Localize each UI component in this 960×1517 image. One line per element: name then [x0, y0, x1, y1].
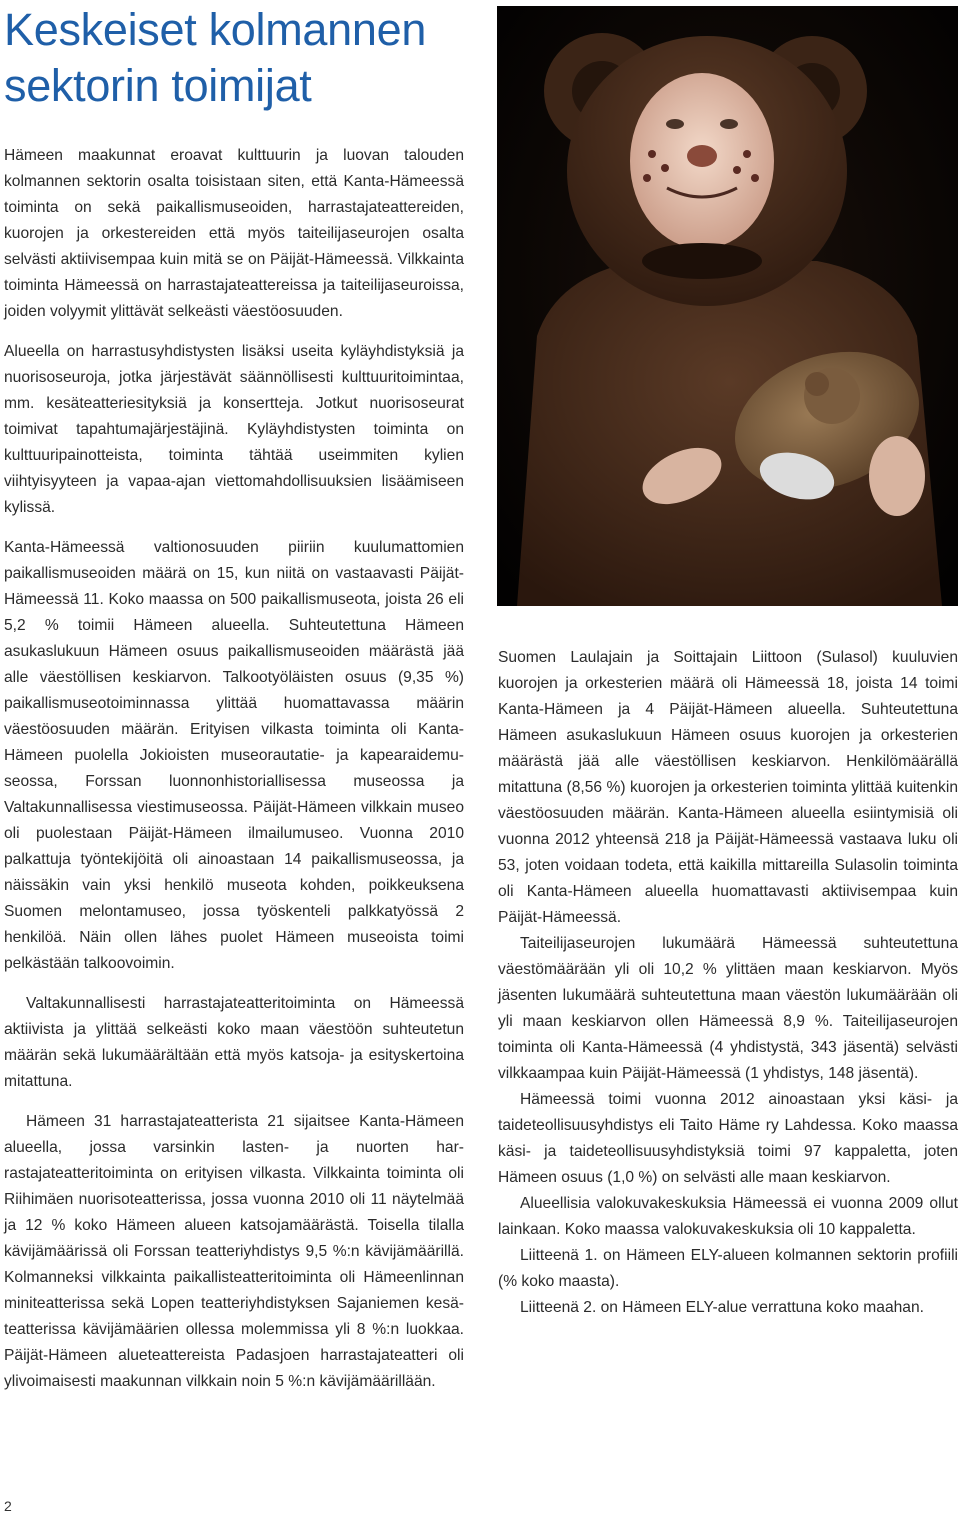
- paragraph: Suomen Laulajain ja Soittajain Liittoon (Sulasol) kuuluvien kuorojen ja orkesterien määrä oli Hämeessä 18, joista 14 toimi Kanta-Hämeen ja 4 Päijät-Hämeen alueella. Suhteutettuna Hämeen asukaslukuun Hämeen osuus kuorojen ja orkesterien määrästä jää alle väestöllisen keskiarvon. Henkilömäärällä mitattuna (8,56 %) kuorojen ja orkesterien toiminta ylittää kuitenkin väestöosuuden määrän. Kanta-Hämeen alueella esiintymisiä oli vuonna 2012 yhteensä 218 ja Päijät-Hämeessä vastaava luku oli 53, joten voidaan todeta, että kaikilla mittareilla Sulasolin toiminta oli Kanta-Hämeen alueella huomattavasti aktiivisempaa kuin Päijät-Hämeessä.: [498, 649, 958, 926]
- paragraph: Kanta-Hämeessä valtionosuuden piiriin kuulumattomien paikallismuseoiden määrä on 15, kun niitä on vastaavasti Päijät-Hämeessä 11. Koko maassa on 500 paikallismuseota, joista 26 eli 5,2 % toimii Hämeen alueella. Suhteutettuna Hämeen asukaslukuun Hämeen osuus paikallismuseoiden määrästä jää alle väestöllisen keskiarvon. Talkootyöläisten osuus (9,35 %) paikallismuseotoiminnassa ylittää huomattavassa määrin väestöosuuden määrän. Erityisen vilkasta toiminta oli Kanta-Hämeen puolella Jokioisten museorautatie- ja kapearaidemuseossa, Forssan luonnonhistoriallisessa museossa ja Valtakunnallisessa viestimuseossa. Päijät-Hämeen vilkkain museo oli puolestaan Päijät-Hämeen ilmailumuseo. Vuonna 2010 palkattuja työntekijöitä oli ainoastaan 14 paikallismuseossa, ja näissäkin vain yksi henkilö museota kohden, poikkeuksena Suomen melontamuseo, jossa työskenteli palkkatyössä 2 henkilöä. Näin ollen lähes puolet Hämeen museoista toimi pelkästään talkoovoimin.: [4, 539, 464, 972]
- paragraph: Alueellisia valokuvakeskuksia Hämeessä ei vuonna 2009 ollut lainkaan. Koko maassa valokuvakeskuksia oli 10 kappaletta.: [498, 1195, 958, 1238]
- paragraph: Hämeessä toimi vuonna 2012 ainoastaan yksi käsi- ja taideteollisuusyhdistys eli Taito Häme ry Lahdessa. Koko maassa käsi- ja taideteollisuusyhdistyksiä toimi 97 kappaletta, joten Hämeen osuus (1,0 %) on selvästi alle maan keskiarvon.: [498, 1091, 958, 1186]
- paragraph: Alueella on harrastusyhdistysten lisäksi useita kyläyhdistyksiä ja nuorisoseuroja, jotka järjestävät säännöllisesti kulttuuritoimintaa, mm. kesäteatteriesityksiä ja konsertteja. Jotkut nuorisoseurat toimivat tapahtumajärjestäjinä. Kyläyhdistysten toiminta on kulttuuripainotteista, toiminta tähtää useimmiten kylien viihtyisyyteen ja vapaa-ajan viettomahdollisuuksien lisäämiseen kylissä.: [4, 343, 464, 516]
- paragraph: Valtakunnallisesti harrastajateatteritoiminta on Hämeessä aktiivista ja ylittää selkeästi koko maan väestöön suhteutetun määrän sekä lukumäärältään että myös katsoja- ja esityskertoina mitattuna.: [4, 995, 464, 1090]
- page-number: 2: [4, 1498, 12, 1514]
- teddy-bear-costume-photo: [497, 6, 958, 606]
- paragraph: Hämeen 31 harrastajateatterista 21 sijaitsee Kanta-Hämeen alueella, jossa varsinkin lasten- ja nuorten harrastajateatteritoiminta on erityisen vilkasta. Vilkkainta toiminta oli Riihimäen nuorisoteatterissa, jossa vuonna 2010 oli 11 näytelmää ja 12 % koko Hämeen alueen katsojamäärästä. Toisella tilalla kävijämäärissä oli Forssan teatteriyhdistys 9,5 %:n kävijämäärillä. Kolmanneksi vilkkainta paikallisteatteritoiminta oli Hämeenlinnan miniteatterissa sekä Lopen teatteriyhdistyksen Sajaniemen kesäteatterissa kävijämäärien ollessa molemmissa yli 8 %:n luokkaa. Päijät-Hämeen alueteattereista Padasjoen harrastajateatteri oli ylivoimaisesti maakunnan vilkkain noin 5 %:n kävijämäärillään.: [4, 1113, 464, 1390]
- page-title-line-2: sektorin toimijat: [4, 60, 312, 111]
- right-text-column: [498, 645, 958, 1321]
- page-title: [4, 2, 494, 114]
- paragraph: Liitteenä 1. on Hämeen ELY-alueen kolmannen sektorin profiili (% koko maasta).: [498, 1247, 958, 1290]
- page-title-line-1: Keskeiset kolmannen: [4, 4, 427, 55]
- paragraph: Liitteenä 2. on Hämeen ELY-alue verrattuna koko maahan.: [520, 1299, 924, 1316]
- paragraph: Taiteilijaseurojen lukumäärä Hämeessä suhteutettuna väestömäärään yli oli 10,2 % ylittäen maan keskiarvon. Myös jäsenten lukumäärä suhteutettuna maan väestön lukumäärään oli yli maan keskiarvon ollen Hämeessä 8,9 %. Taiteilijaseurojen toiminta oli Kanta-Hämeessä (4 yhdistystä, 343 jäsentä) selvästi vilkkaampaa kuin Päijät-Hämeessä (1 yhdistys, 148 jäsentä).: [498, 935, 958, 1082]
- left-text-column: [4, 143, 464, 1395]
- paragraph: Hämeen maakunnat eroavat kulttuurin ja luovan talouden kolmannen sektorin osalta toisistaan siten, että Kanta-Hämeessä toiminta on sekä paikallismuseoiden, harrastajateattereiden, kuorojen ja orkestereiden että myös taiteilijaseurojen osalta selvästi aktiivisempaa kuin mitä se on Päijät-Hämeessä. Vilkkainta toiminta Hämeessä on harrastajateattereissa ja taiteilijaseuroissa, joiden volyymit ylittävät selkeästi väestöosuuden.: [4, 147, 464, 320]
